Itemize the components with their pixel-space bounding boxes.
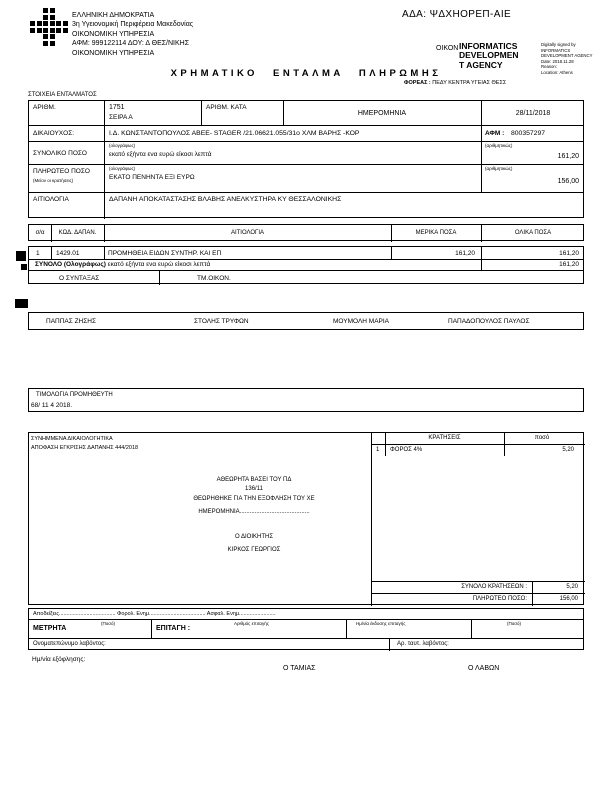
emblem-cross-cell <box>43 8 55 20</box>
beneficiary-value: Ι.Δ. ΚΩΝΣΤΑΝΤΟΠΟΥΛΟΣ ΑΒΕΕ- STAGER /21.06621.055/31ο ΧΛΜ ΒΑΡΗΣ -ΚΟΡ <box>109 130 360 137</box>
beneficiary-label: ΔΙΚΑΙΟΥΧΟΣ: <box>33 130 75 137</box>
col-header-reason: ΑΙΤΙΟΛΟΓΙΑ <box>230 230 265 236</box>
certify-line: ΘΕΩΡΗΘΗΚΕ ΓΙΑ ΤΗΝ ΕΞΟΦΛΗΣΗ ΤΟΥ ΧΕ <box>193 496 315 502</box>
stamp-line: T AGENCY <box>459 59 503 70</box>
signature-detail-line: Date: 2018.11.28 <box>541 58 574 64</box>
supplier-invoices-title: ΤΙΜΟΛΟΓΙΑ ΠΡΟΜΗΘΕΥΤΗ <box>36 392 113 398</box>
deductions-total-label: ΣΥΝΟΛΟ ΚΡΑΤΗΣΕΩΝ : <box>461 584 527 590</box>
payable-amount-value: 156,00 <box>557 178 579 185</box>
date-value: 28/11/2018 <box>515 110 551 117</box>
reason-label: ΑΙΤΙΟΛΟΓΙΑ <box>33 196 69 203</box>
digital-signature-stamp <box>459 42 519 70</box>
issuer-line-afm: ΑΦΜ: 999122114 ΔΟΥ: Δ ΘΕΣ/ΝΙΚΗΣ <box>72 40 190 48</box>
signature-detail-line: DEVELOPMENT AGENCY <box>541 53 593 59</box>
scan-artifact <box>21 264 27 270</box>
cheque-number-label: Αριθμός επιταγής <box>234 621 269 626</box>
col-header-sa: σ/α <box>35 230 45 236</box>
afm-value: 800357297 <box>511 130 546 137</box>
hellenic-republic-emblem-icon <box>30 8 68 48</box>
foreas-line <box>404 80 506 86</box>
afm-label: ΑΦΜ : <box>485 130 505 137</box>
emblem-cross-cell <box>56 21 68 33</box>
receipts-line: Αποδείξεις..................................... Φορολ. Ενημ..................................... Ασφαλ. Ενημ........................ <box>33 611 276 617</box>
receiver-label: Ο ΛΑΒΩΝ <box>468 665 500 672</box>
issuer-line-service2: ΟΙΚΟΝΟΜΙΚΗ ΥΠΗΡΕΣΙΑ <box>72 49 155 57</box>
expense-table-header <box>28 224 584 241</box>
net-payable-label: ΠΛΗΡΩΤΕΟ ΠΟΣΟ: <box>472 596 527 602</box>
attachments-approval: ΑΠΟΦΑΣΗ ΕΓΚΡΙΣΗΣ ΔΑΠΑΝΗΣ 444/2018 <box>31 445 139 451</box>
recipient-name-label: Ονοματεπώνυμο λαβόντος: <box>33 641 106 647</box>
warrant-number-value: 1751 <box>109 104 125 111</box>
cheque-label: ΕΠΙΤΑΓΗ : <box>156 625 191 632</box>
signature-detail-line: INFORMATICS <box>541 47 571 53</box>
payoff-date-label: Ημ/νία εξόφλησης: <box>32 656 86 663</box>
certify-date-line: ΗΜΕΡΟΜΗΝΙΑ.......................................... <box>198 509 310 515</box>
foreas-label: ΦΟΡΕΑΣ : <box>404 80 431 86</box>
stamp-line: INFORMATICS <box>459 41 518 51</box>
total-amount-value: 161,20 <box>557 153 579 160</box>
in-digits-label: (αριθμητικώς) <box>485 143 513 148</box>
expense-sum-label: ΣΥΝΟΛΟ (Ολογράφως) <box>35 261 106 268</box>
issuer-line-region: 3η Υγειονομική Περιφέρεια Μακεδονίας <box>72 21 194 29</box>
signature-detail-line: Reason: <box>541 64 558 70</box>
expense-sum-amount: 161,20 <box>559 261 579 268</box>
cashier-label: Ο ΤΑΜΙΑΣ <box>283 665 316 672</box>
attachments-title: ΣΥΝΗΜΜΕΝΑ ΔΙΚΑΙΟΛΟΓΗΤΙΚΑ <box>31 436 113 442</box>
payable-amount-words: ΕΚΑΤΟ ΠΕΝΗΝΤΑ ΕΞΙ ΕΥΡΩ <box>109 174 195 181</box>
warrant-series: ΣΕΙΡΑ Α <box>109 114 133 121</box>
expense-row-reason: ΠΡΟΜΗΘΕΙΑ ΕΙΔΩΝ ΣΥΝΤΗΡ. ΚΑΙ ΕΠ <box>108 250 222 257</box>
supplier-invoice-value: 68/ 11 4 2018. <box>31 402 73 409</box>
issuer-block <box>72 11 193 58</box>
ada-number: ΑΔΑ: ΨΔΧΗΟΡΕΠ-ΑΙΕ <box>402 9 512 20</box>
scan-artifact <box>15 299 28 308</box>
warrant-kata-label: ΑΡΙΘΜ. ΚΑΤΑ <box>206 104 247 111</box>
net-payable-amount: 156,00 <box>559 596 578 602</box>
in-words-label: (ολογράφως) <box>109 143 136 148</box>
cash-amount-label: (Ποσό) <box>101 621 116 626</box>
in-words-label: (ολογράφως) <box>109 166 136 171</box>
payable-amount-label: ΠΛΗΡΩΤΕΟ ΠΟΣΟ <box>33 168 90 175</box>
total-amount-label: ΣΥΝΟΛΙΚΟ ΠΟΣΟ <box>33 150 87 157</box>
warrant-number-label: ΑΡΙΘΜ. <box>33 104 56 111</box>
expense-row-total: 161,20 <box>559 250 579 257</box>
date-label: ΗΜΕΡΟΜΗΝΙΑ <box>357 110 407 117</box>
deduction-row-amount: 5,20 <box>562 447 574 453</box>
foreas-value: ΠΕΔΥ ΚΕΝΤΡΑ ΥΓΕΙΑΣ ΘΕΣΣ <box>432 80 507 86</box>
deductions-title: ΚΡΑΤΗΣΕΙΣ <box>428 435 461 441</box>
signatory-name: ΠΑΠΠΑΣ ΖΗΣΗΣ <box>46 318 96 325</box>
issuer-line-service: ΟΙΚΟΝΟΜΙΚΗ ΥΠΗΡΕΣΙΑ <box>72 30 155 38</box>
payable-amount-sublabel: (Μείον οι κρατήσεις) <box>33 178 74 183</box>
commander-title: Ο ΔΙΟΙΚΗΤΗΣ <box>234 534 274 540</box>
cash-label: ΜΕΤΡΗΤΑ <box>33 625 67 632</box>
cheque-date-label: Ημ/νία έκδοσης επιταγής <box>356 621 406 626</box>
cheque-amount-label: (Ποσό) <box>507 621 522 626</box>
signatories-row <box>28 312 584 330</box>
certify-line: ΑΘΕΩΡΗΤΑ ΒΑΣΕΙ ΤΟΥ ΠΔ <box>216 477 292 483</box>
deductions-amount-header: ποσό <box>534 435 550 441</box>
in-digits-label: (αριθμητικώς) <box>485 166 513 171</box>
deductions-section <box>28 432 584 605</box>
col-header-code: ΚΩΔ. ΔΑΠΑΝ. <box>58 230 97 236</box>
expense-row-sa: 1 <box>36 250 40 257</box>
expense-row-partial: 161,20 <box>455 250 475 257</box>
supplier-invoices-box <box>28 388 584 412</box>
section-title: ΣΤΟΙΧΕΙΑ ΕΝΤΑΛΜΑΤΟΣ <box>28 92 97 98</box>
signature-detail-line: Digitally signed by <box>541 42 576 47</box>
expense-table-body <box>28 246 584 284</box>
deductions-total-amount: 5,20 <box>566 584 578 590</box>
expense-sum-line <box>35 261 210 268</box>
finance-dept-label: ΤΜ.ΟΙΚΟΝ. <box>197 275 231 282</box>
scan-artifact <box>16 251 26 261</box>
warrant-table <box>28 100 584 218</box>
total-amount-words: εκατό εξήντα ενα ευρώ είκοσι λεπτά <box>109 151 212 158</box>
emblem-cross-cell <box>43 21 55 33</box>
issuer-line-republic: ΕΛΛΗΝΙΚΗ ΔΗΜΟΚΡΑΤΙΑ <box>72 12 155 19</box>
emblem-cross-cell <box>30 21 42 33</box>
expense-sum-words: εκατό εξήντα ενα ευρώ είκοσι λεπτά <box>107 261 211 268</box>
emblem-cross-cell <box>43 34 55 46</box>
signature-detail-line: Location: Athens <box>541 69 573 75</box>
reason-value: ΔΑΠΑΝΗ ΑΠΟΚΑΤΑΣΤΑΣΗΣ ΒΛΑΒΗΣ ΑΝΕΛΚΥΣΤΗΡΑ ΚΥ ΘΕΣΣΑΛΟΝΙΚΗΣ <box>109 196 342 203</box>
stamp-line: DEVELOPMEN <box>459 50 519 61</box>
author-signature-label: Ο ΣΥΝΤΑΞΑΣ <box>59 275 100 282</box>
expense-row-code: 1429.01 <box>56 250 80 257</box>
payment-method-box <box>28 608 584 650</box>
commander-name: ΚΙΡΚΟΣ ΓΕΩΡΓΙΟΣ <box>227 547 281 553</box>
signatory-name: ΣΤΟΛΗΣ ΤΡΥΦΩΝ <box>194 318 249 325</box>
stamp-underlay-text: ΟΙΚΟΝ <box>436 45 459 52</box>
col-header-total: ΟΛΙΚΑ ΠΟΣΑ <box>514 230 552 236</box>
certify-line: 136/11 <box>245 486 263 492</box>
deduction-row-label: ΦΟΡΟΣ 4% <box>390 447 423 453</box>
col-header-partial: ΜΕΡΙΚΑ ΠΟΣΑ <box>415 230 457 236</box>
signatory-name: ΜΟΥΜΟΛΗ ΜΑΡΙΑ <box>333 318 390 325</box>
signatory-name: ΠΑΠΑΔΟΠΟΥΛΟΣ ΠΑΥΛΟΣ <box>448 318 530 325</box>
deduction-row-num: 1 <box>376 447 380 453</box>
recipient-id-label: Αρ. ταυτ. λαβόντος: <box>397 641 449 647</box>
deductions-table <box>371 433 585 606</box>
document-title: ΧΡΗΜΑΤΙΚΟ ΕΝΤΑΛΜΑ ΠΛΗΡΩΜΗΣ <box>170 68 442 79</box>
